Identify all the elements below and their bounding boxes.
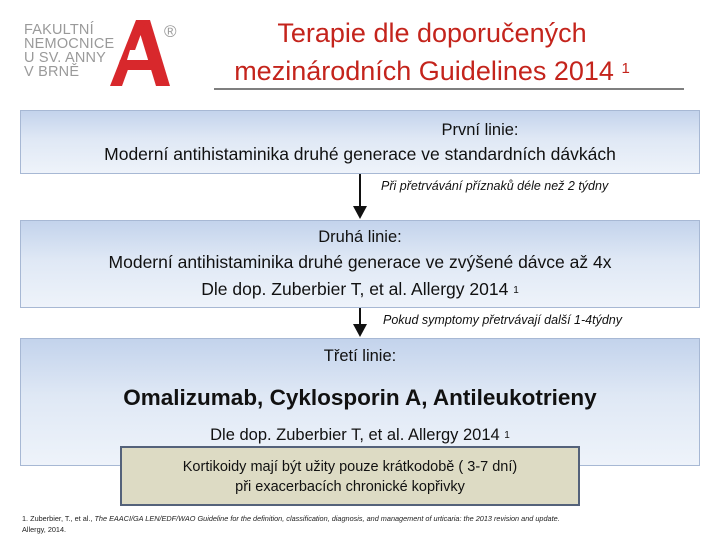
arrow-down-icon [352,308,368,338]
title-line-2-text: mezinárodních Guidelines 2014 [234,56,614,86]
second-line-text: Moderní antihistaminika druhé generace ve zvýšené dávce až 4x [108,252,612,272]
title-underline [214,88,684,90]
third-line-ref-text: Dle dop. Zuberbier T, et al. Allergy 2014 [210,426,500,444]
arrow-1-note: Při přetrvávání příznaků déle než 2 týdny [381,179,609,193]
first-line-box [20,110,700,174]
footnote-prefix: 1. Zuberbier, T., et al., [22,514,95,523]
second-line-reference [21,276,699,303]
first-line-label: První linie: [441,121,519,139]
third-line-label: Třetí linie: [323,347,397,365]
third-line-drugs: Omalizumab, Cyklosporin A, Antileukotrieny [123,385,597,410]
second-line-box [20,220,700,308]
logo-text [24,23,114,79]
logo-a-icon [110,20,170,86]
arrow-2-note: Pokud symptomy přetrvávají další 1-4týdny [383,313,622,327]
corticosteroid-callout [120,446,580,506]
callout-line-2: při exacerbacích chronické kopřivky [235,479,465,495]
logo-line-3: U SV. ANNY [24,50,107,66]
logo-line-2: NEMOCNICE [24,36,115,52]
footnote [22,513,562,535]
callout-line-1: Kortikoidy mají být užity pouze krátkodobě ( 3-7 dní) [182,459,518,475]
footnote-suffix: Allergy, 2014. [22,525,67,534]
first-line-text: Moderní antihistaminika druhé generace ve standardních dávkách [104,144,616,164]
title-line-1: Terapie dle doporučených [277,18,587,48]
arrow-down-icon [352,174,368,220]
logo-line-4: V BRNĚ [24,64,80,80]
footnote-title: The EAACI/GA LEN/EDF/WAO Guideline for the definition, classification, diagnosis, and management of urticaria: the 2013 revision and update. [94,514,560,523]
hospital-logo [14,12,184,88]
third-line-reference [21,423,699,447]
second-line-ref-text: Dle dop. Zuberbier T, et al. Allergy 2014 [201,279,509,299]
registered-mark: ® [164,22,177,41]
third-line-ref-sup: 1 [504,430,510,441]
title-footnote-ref: 1 [621,60,630,77]
second-line-label: Druhá linie: [318,228,402,246]
second-line-ref-sup: 1 [513,285,519,296]
slide-title [212,14,652,90]
title-line-2 [212,52,652,90]
logo-line-1: FAKULTNÍ [24,22,94,38]
